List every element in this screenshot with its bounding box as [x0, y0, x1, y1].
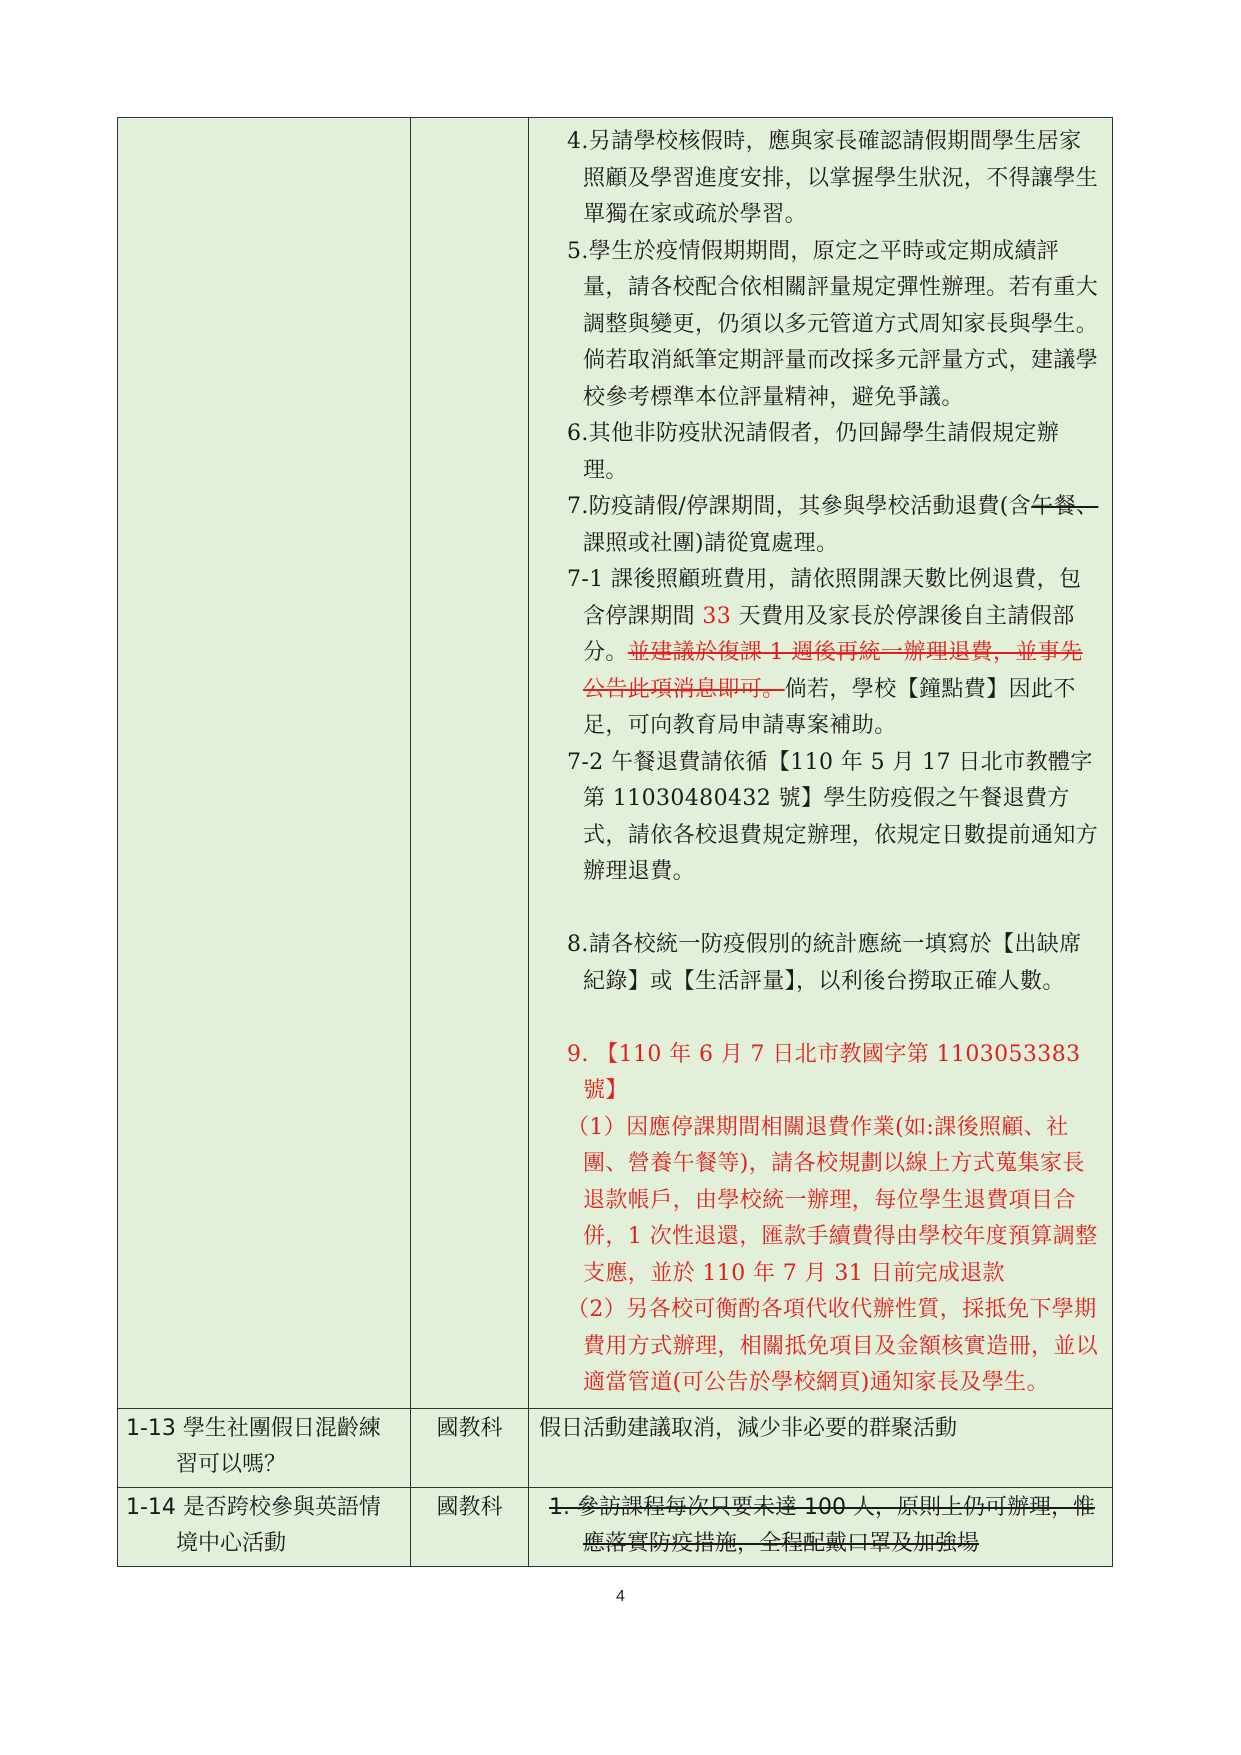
item-7: 7.防疫請假/停課期間，其參與學校活動退費(含午餐、課照或社團)請從寬處理。 — [567, 494, 1099, 556]
item-9-1: （1）因應停課期間相關退費作業(如:課後照顧、社團、營養午餐等)，請各校規劃以線上方式蒐集家長退款帳戶，由學校統一辦理，每位學生退費項目合併，1 次性退還，匯款手續費得由學校年度預算調整支應，並於 110 年 7 月 31 日前完成退款 — [567, 1114, 1098, 1286]
item-9-2: （2）另各校可衡酌各項代收代辦性質，採抵免下學期費用方式辦理，相關抵免項目及金額核實造冊，並以適當管道(可公告於學校網頁)通知家長及學生。 — [567, 1297, 1099, 1395]
item-4: 4.另請學校核假時，應與家長確認請假期間學生居家照顧及學習進度安排，以掌握學生狀況，不得讓學生單獨在家或疏於學習。 — [567, 129, 1099, 227]
content-cell — [529, 118, 1113, 1409]
table-row — [118, 1408, 1113, 1487]
unit-cell: 國教科 — [411, 1487, 529, 1566]
item-9-heading: 9. 【110 年 6 月 7 日北市教國字第 1103053383 號】 — [567, 1041, 1081, 1103]
continuation-row — [118, 118, 1113, 1409]
table-row — [118, 1487, 1113, 1566]
question-cell-empty — [118, 118, 411, 1409]
item-7-1: 7-1 課後照顧班費用，請依照開課天數比例退費，包含停課期間 33 天費用及家長於停課後自主請假部分。並建議於復課 1 週後再統一辦理退費，並事先公告此項消息即可。倘若，學校【鐘點費】因此不足，可向教育局申請專案補助。 — [567, 567, 1083, 738]
unit-cell-empty — [411, 118, 529, 1409]
page-number: 4 — [616, 1588, 625, 1605]
unit-cell: 國教科 — [411, 1408, 529, 1487]
item-6: 6.其他非防疫狀況請假者，仍回歸學生請假規定辦理。 — [567, 421, 1060, 483]
question-cell: 1-14 是否跨校參與英語情境中心活動 — [118, 1487, 411, 1566]
struck-red-text: 並建議於復課 1 週後再統一辦理退費，並事先公告此項消息即可。 — [583, 640, 1083, 702]
item-8: 8.請各校統一防疫假別的統計應統一填寫於【出缺席紀錄】或【生活評量】，以利後台撈取正確人數。 — [567, 932, 1082, 994]
answer-cell: 假日活動建議取消，減少非必要的群聚活動 — [529, 1408, 1113, 1487]
item-5: 5.學生於疫情假期期間，原定之平時或定期成績評量，請各校配合依相關評量規定彈性辦理。若有重大調整與變更，仍須以多元管道方式周知家長與學生。倘若取消紙筆定期評量而改採多元評量方式，建議學校參考標準本位評量精神，避免爭議。 — [567, 238, 1099, 410]
answer-cell — [529, 1487, 1113, 1566]
struck-text: 午餐、 — [1031, 494, 1099, 519]
struck-answer: 1. 參訪課程每次只要未達 100 人，原則上仍可辦理，惟應落實防疫措施，全程配戴口罩及加強場 — [549, 1494, 1095, 1556]
guidance-table — [117, 117, 1113, 1567]
question-cell: 1-13 學生社團假日混齡練習可以嗎？ — [118, 1408, 411, 1487]
red-number: 33 — [702, 603, 732, 629]
item-7-2: 7-2 午餐退費請依循【110 年 5 月 17 日北市教體字第 11030480432 號】學生防疫假之午餐退費方式，請依各校退費規定辦理，依規定日數提前通知方辦理退費。 — [567, 749, 1099, 884]
